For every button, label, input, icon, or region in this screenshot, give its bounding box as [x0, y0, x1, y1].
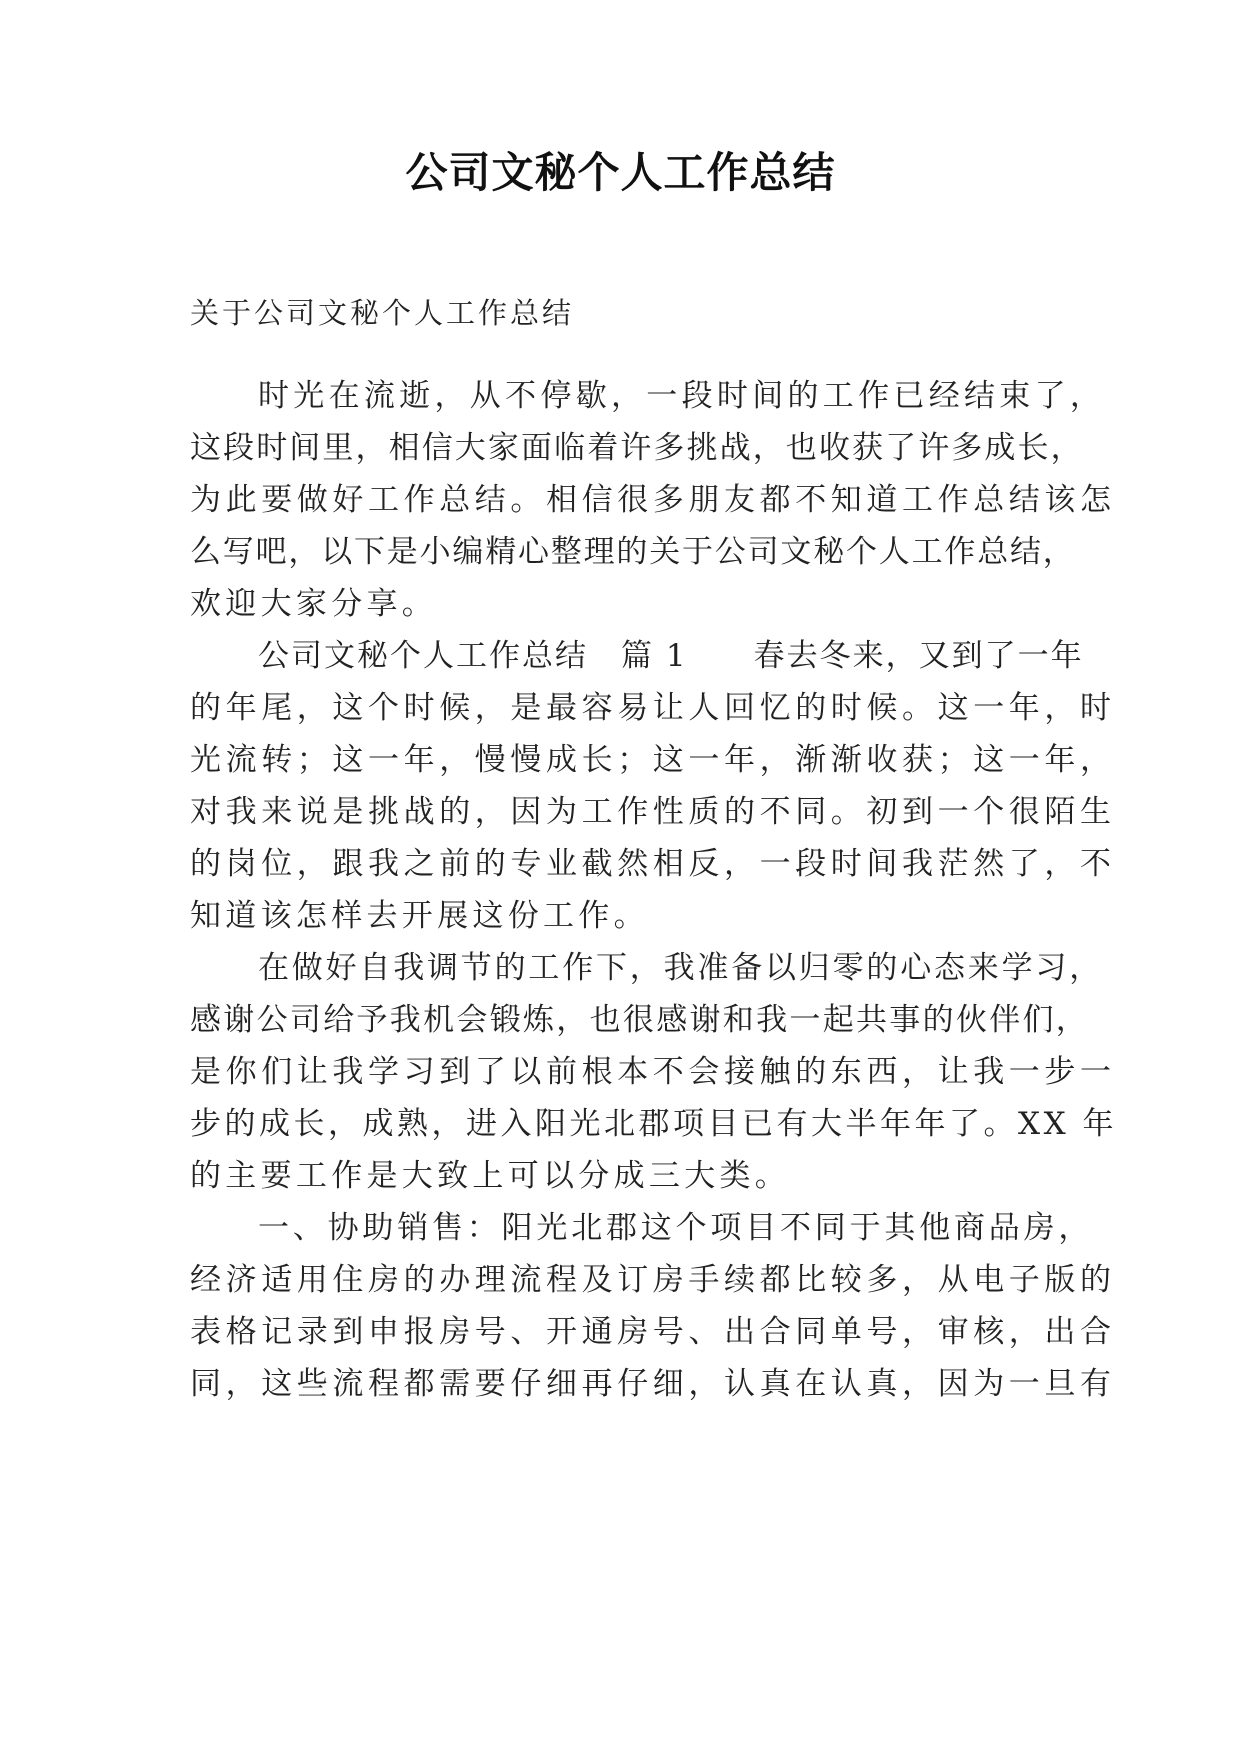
- body-line: 表格记录到申报房号、开通房号、出合同单号，审核，出合: [190, 1314, 1116, 1350]
- body-line: 这段时间里，相信大家面临着许多挑战，也收获了许多成长，: [190, 430, 1084, 466]
- body-line: 知道该怎样去开展这份工作。: [190, 898, 649, 934]
- document-title: 公司文秘个人工作总结: [405, 148, 836, 197]
- body-line: 欢迎大家分享。: [190, 586, 438, 622]
- body-line: 经济适用住房的办理流程及订房手续都比较多，从电子版的: [190, 1262, 1116, 1298]
- body-line: 在做好自我调节的工作下，我准备以归零的心态来学习，: [258, 950, 1103, 986]
- body-line: 公司文秘个人工作总结 篇 1 春去冬来，又到了一年: [258, 638, 1084, 674]
- body-line: 的主要工作是大致上可以分成三大类。: [190, 1158, 791, 1194]
- body-line: 是你们让我学习到了以前根本不会接触的东西，让我一步一: [190, 1054, 1116, 1090]
- body-line: 的岗位，跟我之前的专业截然相反，一段时间我茫然了，不: [190, 846, 1116, 882]
- body-line: 同，这些流程都需要仔细再仔细，认真在认真，因为一旦有: [190, 1366, 1116, 1402]
- body-line: 么写吧，以下是小编精心整理的关于公司文秘个人工作总结，: [190, 534, 1076, 570]
- body-line: 步的成长，成熟，进入阳光北郡项目已有大半年年了。XX 年: [190, 1106, 1117, 1142]
- body-line: 的年尾，这个时候，是最容易让人回忆的时候。这一年，时: [190, 690, 1116, 726]
- body-line: 感谢公司给予我机会锻炼，也很感谢和我一起共事的伙伴们，: [190, 1002, 1090, 1038]
- body-line: 时光在流逝，从不停歇，一段时间的工作已经结束了，: [258, 378, 1106, 414]
- body-line: 光流转；这一年，慢慢成长；这一年，渐渐收获；这一年，: [190, 742, 1116, 778]
- body-line: 对我来说是挑战的，因为工作性质的不同。初到一个很陌生: [190, 794, 1116, 830]
- body-line: 一、协助销售：阳光北郡这个项目不同于其他商品房，: [258, 1210, 1094, 1246]
- body-line: 为此要做好工作总结。相信很多朋友都不知道工作总结该怎: [190, 482, 1116, 518]
- document-subtitle: 关于公司文秘个人工作总结: [190, 296, 575, 330]
